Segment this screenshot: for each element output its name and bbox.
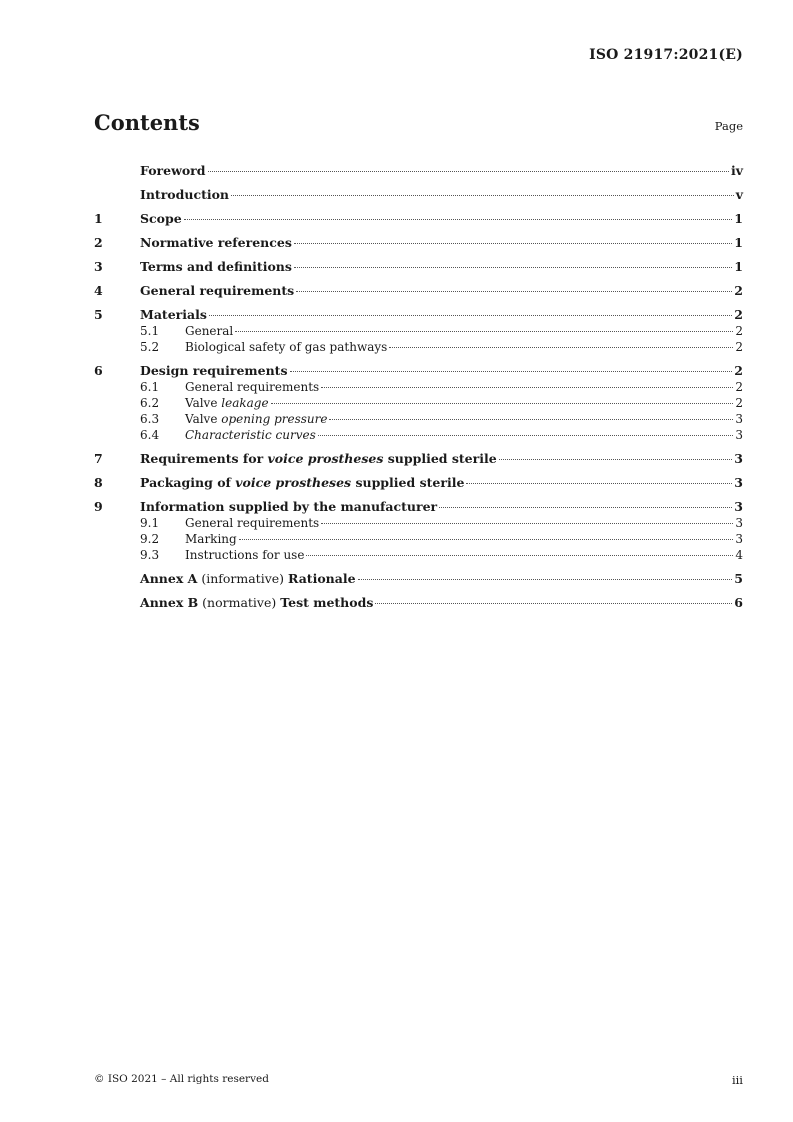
toc-entry-page: 2 — [734, 363, 743, 378]
dot-leader — [296, 291, 732, 292]
table-of-contents — [94, 155, 743, 611]
dot-leader — [306, 555, 733, 556]
toc-entry-number: 6.4 — [140, 428, 160, 442]
toc-title-part: Characteristic curves — [185, 428, 316, 442]
dot-leader — [271, 403, 734, 404]
dot-leader — [209, 315, 732, 316]
toc-entry[interactable] — [94, 363, 743, 379]
toc-title-part: General requirements — [185, 516, 320, 530]
toc-entry-page: 3 — [735, 516, 743, 530]
toc-entry-title[interactable] — [185, 379, 319, 395]
toc-entry-title[interactable] — [140, 571, 356, 587]
toc-entry-number: 6.2 — [140, 396, 160, 410]
toc-entry[interactable] — [94, 411, 743, 427]
toc-entry[interactable] — [94, 163, 743, 179]
toc-title-part: Valve — [185, 396, 222, 410]
toc-entry-page: 3 — [735, 412, 743, 426]
toc-title-part: Rationale — [288, 571, 356, 586]
toc-entry-page: iv — [730, 163, 743, 178]
toc-entry-title[interactable] — [185, 531, 237, 547]
toc-entry[interactable] — [94, 259, 743, 275]
toc-title-part: Annex B — [140, 595, 199, 610]
toc-title-part: Packaging of — [140, 475, 236, 490]
toc-entry-number: 2 — [94, 235, 103, 250]
toc-title-part: Terms and definitions — [140, 259, 292, 274]
toc-entry-title[interactable] — [185, 395, 269, 411]
toc-entry[interactable] — [94, 475, 743, 491]
toc-title-part: Foreword — [140, 163, 206, 178]
toc-entry-page: 4 — [735, 548, 743, 562]
toc-entry-number: 9.2 — [140, 532, 160, 546]
dot-leader — [389, 347, 733, 348]
toc-entry-number: 8 — [94, 475, 103, 490]
toc-entry-number: 6.1 — [140, 380, 160, 394]
toc-entry-title[interactable] — [185, 515, 319, 531]
toc-entry[interactable] — [94, 499, 743, 515]
toc-entry-title[interactable] — [140, 363, 288, 379]
toc-title-part: General requirements — [140, 283, 295, 298]
toc-entry-title[interactable] — [140, 235, 292, 251]
toc-entry-number: 9 — [94, 499, 103, 514]
footer-page-number: iii — [731, 1073, 743, 1087]
toc-title-part: Biological safety of gas pathways — [185, 340, 388, 354]
toc-entry[interactable] — [94, 187, 743, 203]
toc-entry-title[interactable] — [185, 339, 387, 355]
toc-entry-number: 6.3 — [140, 412, 160, 426]
toc-entry-page: 5 — [734, 571, 743, 586]
toc-entry-title[interactable] — [140, 475, 464, 491]
toc-entry-number: 9.3 — [140, 548, 160, 562]
dot-leader — [290, 371, 733, 372]
dot-leader — [231, 195, 734, 196]
toc-entry-page: 3 — [735, 428, 743, 442]
toc-entry-title[interactable] — [185, 411, 327, 427]
toc-entry-number: 4 — [94, 283, 103, 298]
toc-title-part: opening pressure — [221, 412, 328, 426]
toc-entry[interactable] — [94, 235, 743, 251]
toc-entry-page: 6 — [734, 595, 743, 610]
toc-entry-page: 1 — [734, 211, 743, 226]
toc-entry-page: 2 — [734, 283, 743, 298]
toc-title-part: Requirements for — [140, 451, 268, 466]
toc-entry-title[interactable] — [140, 451, 497, 467]
toc-title-part: Marking — [185, 532, 237, 546]
page-column-label: Page — [714, 119, 743, 133]
toc-entry-number: 7 — [94, 451, 103, 466]
dot-leader — [321, 523, 733, 524]
toc-entry-page: 2 — [735, 340, 743, 354]
toc-entry-title[interactable] — [140, 163, 206, 179]
dot-leader — [375, 603, 732, 604]
toc-entry-page: 3 — [734, 475, 743, 490]
toc-title-part: leakage — [221, 396, 269, 410]
dot-leader — [329, 419, 733, 420]
toc-entry-number: 9.1 — [140, 516, 160, 530]
dot-leader — [358, 579, 733, 580]
toc-entry[interactable] — [94, 307, 743, 323]
toc-entry-number: 3 — [94, 259, 103, 274]
dot-leader — [208, 171, 729, 172]
toc-title-part: Instructions for use — [185, 548, 305, 562]
toc-title-part: Information supplied by the manufacturer — [140, 499, 438, 514]
toc-entry-title[interactable] — [185, 427, 316, 443]
toc-entry-title[interactable] — [185, 547, 304, 563]
toc-entry-page: 2 — [735, 380, 743, 394]
toc-entry-page: 2 — [735, 324, 743, 338]
document-id: ISO 21917:2021(E) — [589, 47, 743, 63]
toc-title-part: (normative) — [198, 595, 281, 610]
toc-entry[interactable] — [94, 283, 743, 299]
toc-entry-title[interactable] — [140, 211, 182, 227]
dot-leader — [318, 435, 734, 436]
toc-entry-title[interactable] — [140, 283, 294, 299]
dot-leader — [321, 387, 733, 388]
toc-entry-page: 3 — [735, 532, 743, 546]
dot-leader — [235, 331, 733, 332]
toc-title-part: General — [185, 324, 234, 338]
toc-title-part: Annex A — [140, 571, 198, 586]
toc-entry-page: 1 — [734, 259, 743, 274]
toc-title-part: (informative) — [197, 571, 289, 586]
dot-leader — [499, 459, 733, 460]
toc-entry[interactable] — [94, 547, 743, 563]
toc-entry-page: 1 — [734, 235, 743, 250]
toc-title-part: supplied sterile — [383, 451, 497, 466]
toc-entry-title[interactable] — [140, 499, 437, 515]
toc-entry-number: 5.2 — [140, 340, 160, 354]
toc-title-part: voice prostheses — [267, 451, 384, 466]
toc-entry-page: 2 — [735, 396, 743, 410]
toc-entry-number: 5.1 — [140, 324, 160, 338]
toc-entry-title[interactable] — [140, 595, 373, 611]
toc-entry[interactable] — [94, 515, 743, 531]
dot-leader — [294, 267, 732, 268]
toc-entry-title[interactable] — [185, 323, 233, 339]
toc-title-part: General requirements — [185, 380, 320, 394]
toc-entry-number: 6 — [94, 363, 103, 378]
toc-title-part: Scope — [140, 211, 182, 226]
toc-title-part: Valve — [185, 412, 222, 426]
dot-leader — [239, 539, 734, 540]
toc-entry[interactable] — [94, 339, 743, 355]
dot-leader — [466, 483, 732, 484]
toc-title-part: Normative references — [140, 235, 292, 250]
contents-title: Contents — [94, 110, 200, 135]
toc-entry[interactable] — [94, 451, 743, 467]
dot-leader — [294, 243, 732, 244]
toc-entry[interactable] — [94, 379, 743, 395]
toc-entry[interactable] — [94, 531, 743, 547]
toc-entry-page: 3 — [734, 451, 743, 466]
toc-title-part: Test methods — [280, 595, 374, 610]
footer-copyright: © ISO 2021 – All rights reserved — [94, 1073, 269, 1085]
dot-leader — [184, 219, 733, 220]
toc-entry-number: 5 — [94, 307, 103, 322]
dot-leader — [439, 507, 732, 508]
toc-entry-title[interactable] — [140, 307, 207, 323]
toc-entry[interactable] — [94, 427, 743, 443]
toc-entry[interactable] — [94, 395, 743, 411]
toc-title-part: Materials — [140, 307, 207, 322]
toc-title-part: voice prostheses — [235, 475, 352, 490]
toc-entry[interactable] — [94, 595, 743, 611]
toc-entry-title[interactable] — [140, 259, 292, 275]
toc-title-part: Introduction — [140, 187, 230, 202]
toc-title-part: supplied sterile — [351, 475, 465, 490]
toc-entry[interactable] — [94, 323, 743, 339]
toc-entry-number: 1 — [94, 211, 103, 226]
toc-entry-page: 2 — [734, 307, 743, 322]
toc-entry[interactable] — [94, 571, 743, 587]
toc-entry-page: v — [735, 187, 743, 202]
toc-entry[interactable] — [94, 211, 743, 227]
toc-entry-page: 3 — [734, 499, 743, 514]
toc-entry-title[interactable] — [140, 187, 229, 203]
toc-title-part: Design requirements — [140, 363, 288, 378]
